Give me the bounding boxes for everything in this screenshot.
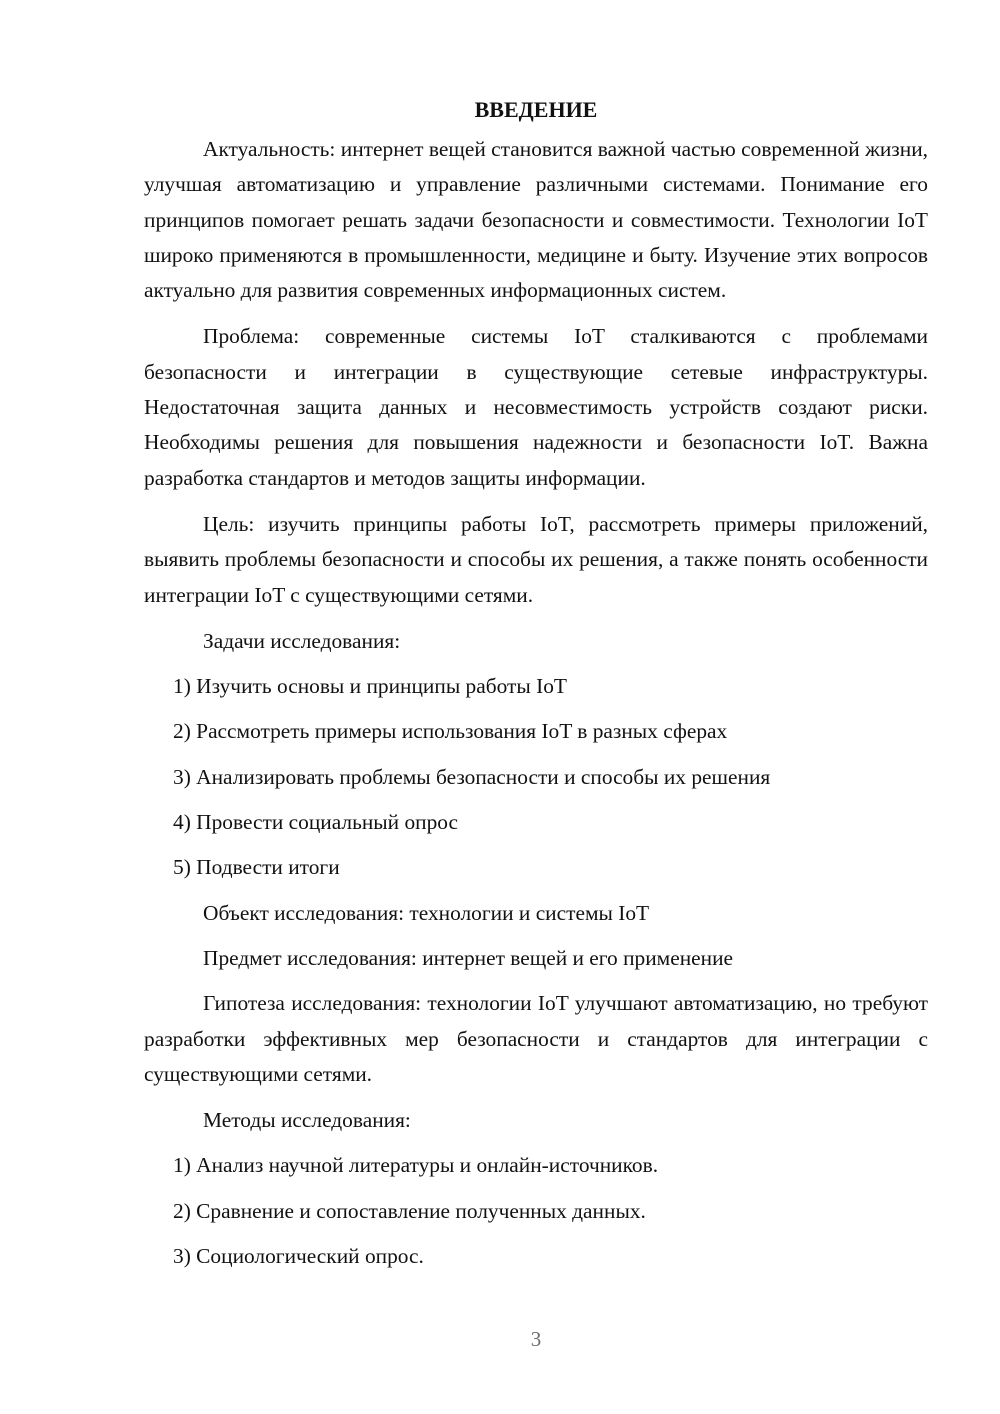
tasks-heading: Задачи исследования:: [203, 628, 401, 653]
list-item: 5) Подвести итоги: [173, 855, 340, 880]
goal-paragraph: Цель: изучить принципы работы IoT, рассмотреть примеры приложений, выявить проблемы безопасности и способы их решения, а также понять особенности интеграции IoT с существующими сетями.: [144, 511, 928, 607]
list-item: 4) Провести социальный опрос: [173, 810, 459, 835]
subject-paragraph: Предмет исследования: интернет вещей и его применение: [203, 945, 734, 970]
list-item: 3) Социологический опрос.: [173, 1244, 424, 1269]
list-item: 3) Анализировать проблемы безопасности и способы их решения: [173, 764, 771, 789]
tasks-list: [144, 669, 928, 885]
problem-paragraph: Проблема: современные системы IoT сталкиваются с проблемами безопасности и интеграции в существующие сетевые инфраструктуры. Недостаточная защита данных и несовместимость устройств создают риски. Необходимы решения для повышения надежности и безопасности IoT. Важна разработка стандартов и методов защиты информации.: [144, 324, 928, 490]
relevance-paragraph: Актуальность: интернет вещей становится важной частью современной жизни, улучшая автоматизацию и управление различными системами. Понимание его принципов помогает решать задачи безопасности и совместимости. Технологии IoT широко применяются в промышленности, медицине и быту. Изучение этих вопросов актуально для развития современных информационных систем.: [144, 137, 928, 303]
list-item: 2) Сравнение и сопоставление полученных данных.: [173, 1198, 646, 1223]
methods-list: [144, 1148, 928, 1274]
list-item: 2) Рассмотреть примеры использования IoT в разных сферах: [173, 719, 728, 744]
page-number: 3: [530, 1327, 542, 1351]
object-paragraph: Объект исследования: технологии и системы IoT: [203, 900, 650, 925]
hypothesis-paragraph: Гипотеза исследования: технологии IoT улучшают автоматизацию, но требуют разработки эффективных мер безопасности и стандартов для интеграции с существующими сетями.: [144, 991, 928, 1086]
section-heading: ВВЕДЕНИЕ: [474, 97, 598, 122]
methods-heading: Методы исследования:: [203, 1108, 411, 1133]
list-item: 1) Изучить основы и принципы работы IoT: [173, 674, 567, 699]
list-item: 1) Анализ научной литературы и онлайн-источников.: [173, 1153, 659, 1178]
document-page: [144, 88, 928, 1284]
